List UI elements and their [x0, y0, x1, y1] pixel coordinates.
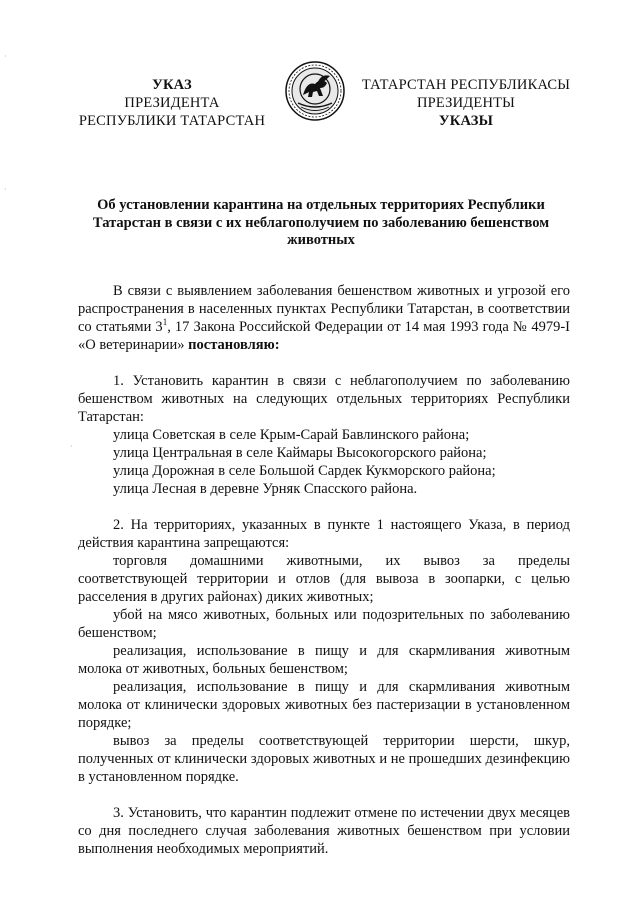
- header-left-line-2: ПРЕЗИДЕНТА: [124, 95, 220, 111]
- item-2-intro: 2. На территориях, указанных в пункте 1 настоящего Указа, в период действия карантина запрещаются:: [78, 517, 570, 551]
- prohibition-item: [78, 678, 570, 732]
- prohibition-item: [78, 606, 570, 642]
- preamble-emphasis: постановляю:: [188, 337, 280, 353]
- prohibition-item: [78, 642, 570, 678]
- prohibition-item: [78, 552, 570, 606]
- prohibition-first-line: реализация, использование в пищу и для скармливания животным: [113, 679, 570, 695]
- street-item: улица Дорожная в селе Большой Сардек Кукморского района;: [113, 463, 496, 479]
- prohibition-rest: полученных от клинически здоровых животных и не прошедших дезинфекцию в установленном порядке.: [78, 751, 570, 785]
- header-left-line-3: РЕСПУБЛИКИ ТАТАРСТАН: [78, 113, 266, 129]
- margin-mark: ·: [4, 52, 7, 61]
- header-right-line-3: УКАЗЫ: [438, 113, 494, 129]
- street-item: улица Лесная в деревне Урняк Спасского района.: [113, 481, 418, 497]
- margin-mark: ·: [4, 185, 7, 194]
- preamble: [78, 282, 570, 354]
- preamble-text: В связи с выявлением заболевания бешенством животных и угрозой его распространения в населенных пунктах Республики Татарстан, в соответствии со статьями 3: [78, 283, 570, 335]
- preamble-text-cont: , 17 Закона Российской Федерации от 14 мая 1993 года № 4979-I «О ветеринарии»: [78, 319, 570, 353]
- header-right: [360, 76, 572, 130]
- prohibition-rest: бешенством;: [78, 625, 157, 641]
- header-right-line-2: ПРЕЗИДЕНТЫ: [416, 95, 516, 111]
- item-1-intro: 1. Установить карантин в связи с неблагополучием по заболеванию бешенством животных на следующих отдельных территориях Республики Татарстан:: [78, 373, 570, 425]
- prohibition-first-line: реализация, использование в пищу и для скармливания животным: [113, 643, 570, 659]
- header-right-line-1: ТАТАРСТАН РЕСПУБЛИКАСЫ: [361, 77, 571, 93]
- margin-mark: ·: [70, 442, 73, 451]
- street-item: улица Центральная в селе Каймары Высокогорского района;: [113, 445, 487, 461]
- header-left: [72, 76, 272, 130]
- prohibition-first-line: убой на мясо животных, больных или подозрительных по заболеванию: [113, 607, 570, 623]
- item-3: 3. Установить, что карантин подлежит отмене по истечении двух месяцев со дня последнего случая заболевания животных бешенством при условии выполнения необходимых мероприятий.: [78, 805, 570, 857]
- prohibition-rest: молока от животных, больных бешенством;: [78, 661, 348, 677]
- prohibition-first-line: торговля домашними животными, их вывоз за пределы: [113, 553, 570, 569]
- header-left-line-1: УКАЗ: [152, 77, 192, 93]
- prohibition-rest: соответствующей территории и отлов (для вывоза в зоопарки, с целью расселения в других районах) диких животных;: [78, 571, 570, 605]
- coat-of-arms-tatarstan-icon: [284, 59, 346, 123]
- street-item: улица Советская в селе Крым-Сарай Бавлинского района;: [113, 427, 470, 443]
- decree-body: [78, 282, 570, 858]
- prohibition-item: [78, 732, 570, 786]
- preamble-sup: 1: [162, 317, 168, 328]
- prohibition-first-line: вывоз за пределы соответствующей территории шерсти, шкур,: [113, 733, 570, 749]
- decree-title: Об установлении карантина на отдельных территориях Республики Татарстан в связи с их неблагополучием по заболеванию бешенством животных: [92, 197, 550, 248]
- prohibition-rest: молока от клинически здоровых животных без пастеризации в установленном порядке;: [78, 697, 570, 731]
